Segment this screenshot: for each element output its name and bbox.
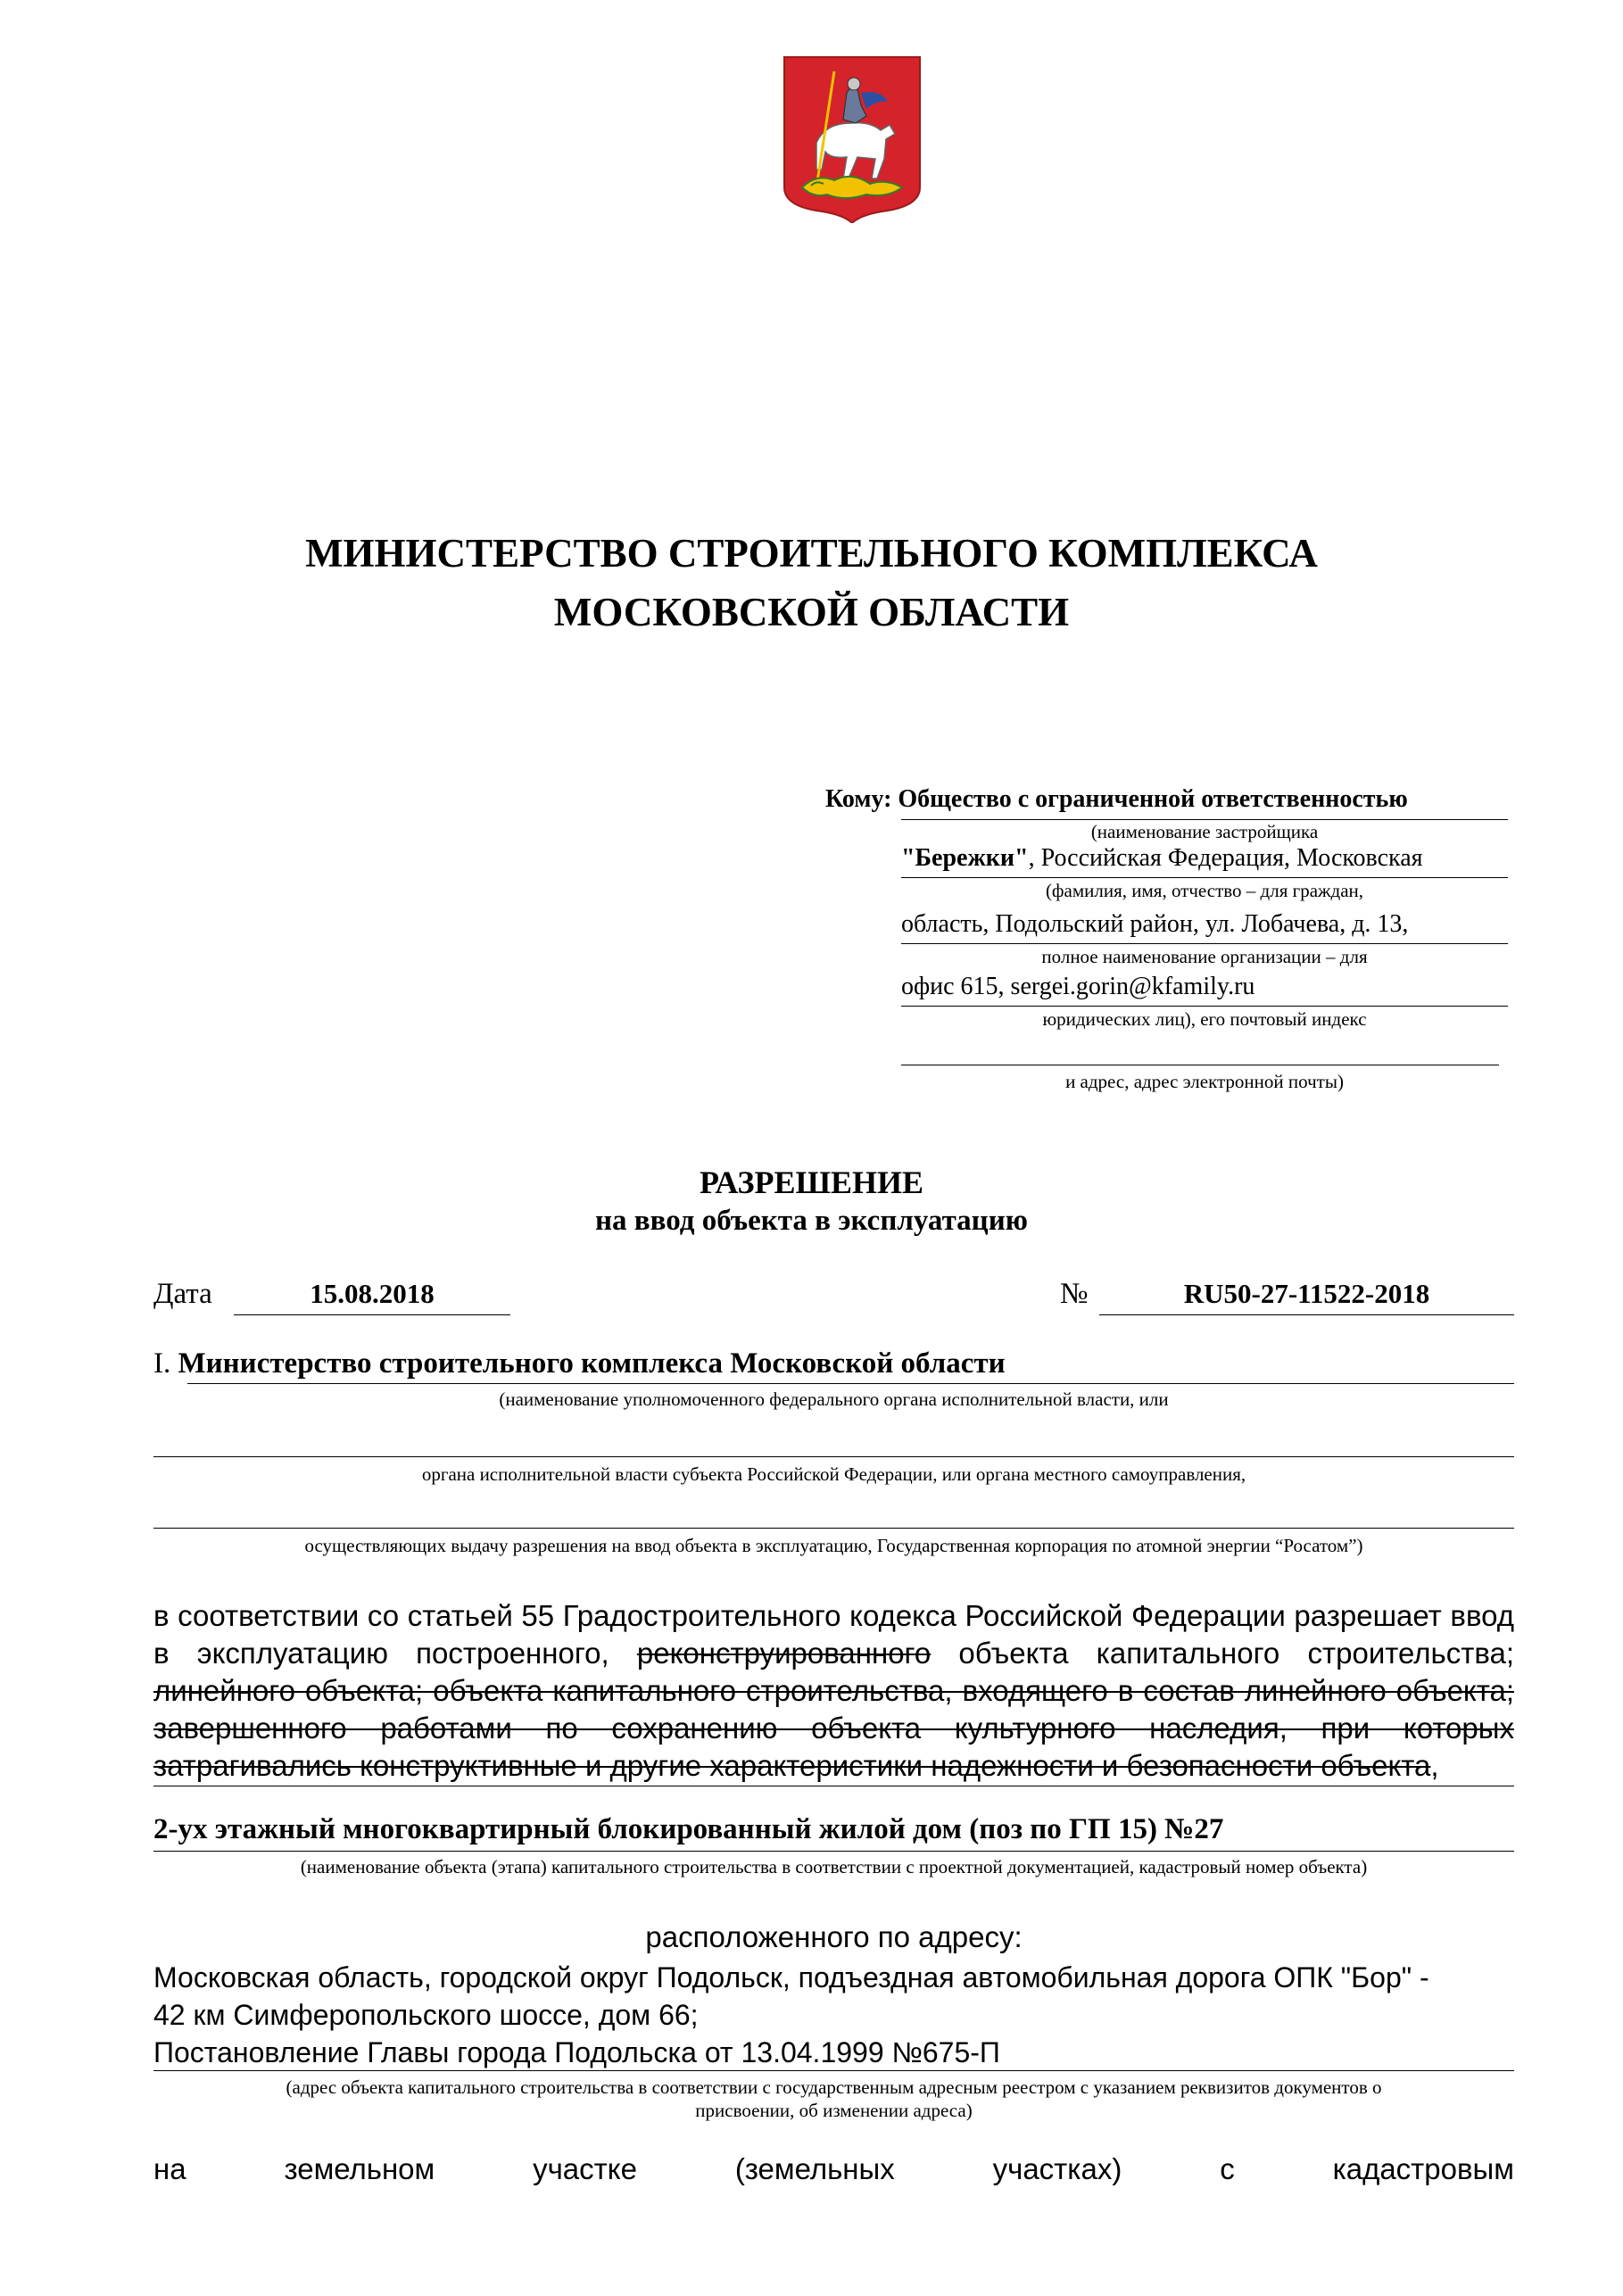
recipient-caption-3: полное наименование организации – для (1041, 946, 1368, 967)
land-word: кадастровым (1332, 2152, 1514, 2185)
section1-prefix: I. (153, 1347, 171, 1380)
section1-underline-3 (153, 1528, 1514, 1529)
address-heading: расположенного по адресу: (645, 1920, 1023, 1953)
coat-of-arms-emblem (781, 54, 923, 223)
land-word: с (1220, 2152, 1235, 2185)
section1-caption-1: (наименование уполномоченного федерального органа исполнительной власти, или (499, 1388, 1169, 1410)
recipient-caption-2: (фамилия, имя, отчество – для граждан, (1045, 880, 1364, 901)
object-name: 2-ух этажный многоквартирный блокированный жилой дом (поз по ГП 15) №27 (153, 1813, 1224, 1845)
recipient-underline-1 (901, 819, 1508, 820)
body-text-struck-2: линейного объекта; объекта капитального строительства, входящего в состав линейного объекта; завершенного работами по сохранению объекта культурного наследия, при которых затрагивались конструктивные и другие характеристики надежности и безопасности объекта (153, 1674, 1514, 1782)
recipient-underline-3 (901, 943, 1508, 944)
number-underline (1099, 1314, 1514, 1315)
body-text-c: , (1430, 1749, 1439, 1782)
recipient-underline-4 (901, 1006, 1508, 1007)
land-word: участке (533, 2152, 637, 2185)
recipient-line1: Общество с ограниченной ответственностью (898, 785, 1408, 813)
land-word: участках) (992, 2152, 1122, 2185)
land-word: земельном (284, 2152, 435, 2185)
object-caption: (наименование объекта (этапа) капитального строительства в соответствии с проектной документацией, кадастровый номер объекта) (300, 1856, 1368, 1877)
recipient-line2-bold: "Бережки" (901, 844, 1029, 872)
section1-authority: Министерство строительного комплекса Московской области (178, 1347, 1006, 1380)
address-block (153, 1959, 1514, 2071)
object-underline (153, 1851, 1514, 1852)
land-line (153, 2152, 1514, 2186)
address-line1: Московская область, городской округ Подольск, подъездная автомобильная дорога ОПК "Бор" - (153, 1961, 1429, 1993)
address-underline (153, 2070, 1514, 2071)
number-value: RU50-27-11522-2018 (1183, 1278, 1430, 1309)
date-value: 15.08.2018 (310, 1278, 435, 1309)
section1-row (153, 1347, 1006, 1380)
document-title: РАЗРЕШЕНИЕ (699, 1165, 924, 1200)
address-caption (153, 2076, 1514, 2122)
coat-of-arms-icon (781, 54, 923, 223)
section1-underline-2 (153, 1456, 1514, 1457)
recipient-to (825, 785, 1408, 814)
recipient-line3: область, Подольский район, ул. Лобачева, д. 13, (901, 910, 1409, 938)
recipient-underline-2 (901, 877, 1508, 878)
section1-underline-1 (187, 1383, 1514, 1384)
ministry-title-line1: МИНИСТЕРСТВО СТРОИТЕЛЬНОГО КОМПЛЕКСА (305, 531, 1318, 576)
land-word: (земельных (734, 2152, 895, 2185)
body-text-b: объекта капитального строительства; (931, 1637, 1514, 1670)
date-underline (234, 1314, 510, 1315)
body-paragraph (153, 1597, 1514, 1785)
recipient-caption-4: юридических лиц), его почтовый индекс (1042, 1008, 1367, 1030)
section1-caption-2: органа исполнительной власти субъекта Российской Федерации, или органа местного самоуправления, (421, 1463, 1246, 1485)
address-line2: 42 км Симферопольского шоссе, дом 66; (153, 1999, 699, 2031)
recipient-caption-5: и адрес, адрес электронной почты) (1065, 1071, 1344, 1092)
body-text-struck-1: реконструированного (636, 1637, 932, 1670)
recipient-line4: офис 615, sergei.gorin@kfamily.ru (901, 973, 1255, 1000)
recipient-line2 (901, 844, 1423, 873)
address-caption-line1: (адрес объекта капитального строительства в соответствии с государственным адресным реестром с указанием реквизитов документов о (286, 2076, 1382, 2098)
address-caption-line2: присвоении, об изменении адреса) (695, 2100, 973, 2121)
body-text-a: в соответствии со статьей 55 Градостроительного кодекса Российской Федерации разрешает ввод в эксплуатацию построенного, (153, 1599, 1514, 1670)
address-line3: Постановление Главы города Подольска от 13.04.1999 №675-П (153, 2036, 1000, 2068)
date-label: Дата (153, 1278, 212, 1310)
recipient-line2-rest: , Российская Федерация, Московская (1028, 844, 1423, 872)
recipient-caption-1: (наименование застройщика (1090, 821, 1319, 842)
number-label: № (1060, 1278, 1089, 1310)
document-subtitle: на ввод объекта в эксплуатацию (595, 1205, 1028, 1237)
section1-caption-3: осуществляющих выдачу разрешения на ввод объекта в эксплуатацию, Государственная корпорация по атомной энергии “Росатом”) (304, 1535, 1363, 1556)
land-word: на (153, 2152, 186, 2185)
recipient-to-label: Кому: (825, 785, 892, 813)
ministry-title-line2: МОСКОВСКОЙ ОБЛАСТИ (553, 590, 1070, 634)
